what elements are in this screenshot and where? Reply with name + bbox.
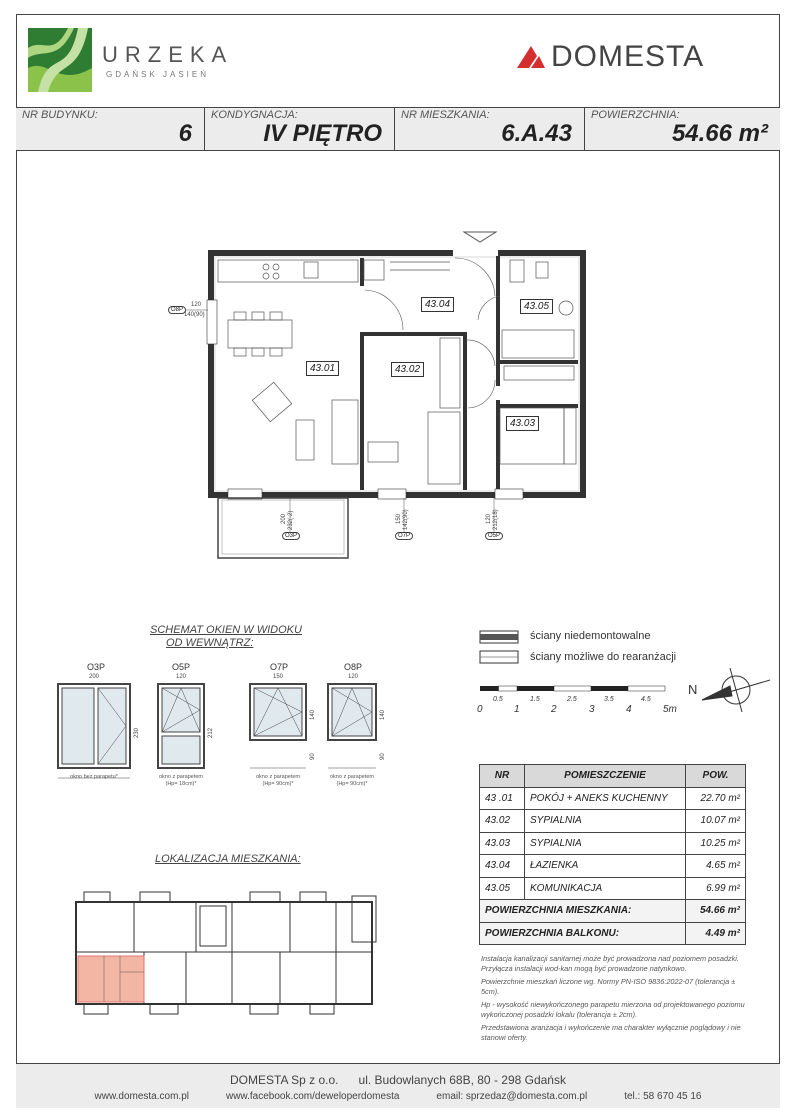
header-area: POW. <box>686 765 746 788</box>
footer-website-link[interactable]: www.domesta.com.pl <box>94 1091 189 1102</box>
o8p-dim-bottom: 140(90) <box>184 312 205 318</box>
row-name: SYPIALNIA <box>525 810 686 833</box>
schema-note-o8p: okno z parapetem (Hp= 90cm)* <box>329 774 375 787</box>
schema-code-o7p: O7P <box>270 662 289 672</box>
developer-name: DOMESTA <box>551 40 705 73</box>
schema-note-o7p: okno z parapetem (Hp= 90cm)* <box>255 774 301 787</box>
schema-note-o3p: okno bez parapetu* <box>70 774 118 780</box>
scale-2-5: 2.5 <box>567 696 577 703</box>
scale-1-5: 1.5 <box>530 696 540 703</box>
scale-3: 3 <box>589 704 595 715</box>
schema-title-line1: SCHEMAT OKIEN W WIDOKU <box>150 624 302 636</box>
table-row <box>480 810 746 833</box>
schema-width-o8p: 120 <box>348 674 359 680</box>
schema-sill-o8p: 90 <box>380 753 386 760</box>
area-label: POWIERZCHNIA: <box>591 109 680 121</box>
highlighted-apartment <box>78 956 144 1002</box>
schema-code-o8p: O8P <box>344 662 363 672</box>
table-row <box>480 787 746 810</box>
footer-address-line <box>16 1073 780 1087</box>
row-nr: 43 .01 <box>480 787 525 810</box>
table-row <box>480 832 746 855</box>
row-nr: 43.03 <box>480 832 525 855</box>
area-value: 54.66 m² <box>671 120 768 147</box>
scale-4-5: 4.5 <box>641 696 651 703</box>
table-row <box>480 855 746 878</box>
scale-3-5: 3.5 <box>604 696 614 703</box>
total-area-row <box>480 900 746 923</box>
scale-0: 0 <box>477 704 483 715</box>
window-tag-o7p: O7P <box>395 532 413 540</box>
table-header <box>480 765 746 788</box>
row-nr: 43.04 <box>480 855 525 878</box>
footer-phone[interactable]: tel.: 58 670 45 16 <box>624 1091 702 1102</box>
balcony-area-row <box>480 922 746 945</box>
balcony-area-value: 4.49 m² <box>686 922 746 945</box>
location-title: LOKALIZACJA MIESZKANIA: <box>155 853 301 865</box>
window-tag-o3p: O3P <box>282 532 300 540</box>
row-name: KOMUNIKACJA <box>525 877 686 900</box>
floor-label: KONDYGNACJA: <box>211 109 298 121</box>
total-area-label: POWIERZCHNIA MIESZKANIA: <box>480 900 686 923</box>
scale-0-5: 0.5 <box>493 696 503 703</box>
row-name: POKÓJ + ANEKS KUCHENNY <box>525 787 686 810</box>
schema-width-o7p: 150 <box>273 674 284 680</box>
notes <box>481 954 749 1046</box>
building-label: NR BUDYNKU: <box>22 109 98 121</box>
scale-1: 1 <box>514 704 520 715</box>
note-norm: Powierzchnie mieszkań liczone wg. Normy PN-ISO 9836:2022-07 (tolerancja ± 5cm). <box>481 977 736 996</box>
schema-height-o7p: 140 <box>310 709 316 720</box>
row-area: 10.25 m² <box>686 832 746 855</box>
schema-code-o3p: O3P <box>87 662 106 672</box>
window-tag-o5p: O5P <box>485 532 503 540</box>
footer-contact-line <box>16 1091 780 1102</box>
footer-email-link[interactable]: email: sprzedaz@domesta.com.pl <box>436 1091 588 1102</box>
schema-height-o5p: 212 <box>208 727 214 738</box>
row-area: 4.65 m² <box>686 855 746 878</box>
balcony-area-label: POWIERZCHNIA BALKONU: <box>480 922 686 945</box>
schema-code-o5p: O5P <box>172 662 191 672</box>
row-area: 10.07 m² <box>686 810 746 833</box>
scale-4: 4 <box>626 704 632 715</box>
room-label-4302: 43.02 <box>391 362 424 377</box>
o3p-dim-a: 200 <box>281 513 287 524</box>
note-plumbing: Instalacja kanalizacji sanitarnej może być prowadzona nad poziomem posadzki. Przyłącza instalacji wod-kan mogą być prowadzone natynkowo. <box>481 954 739 973</box>
schema-sill-o7p: 90 <box>310 753 316 760</box>
row-nr: 43.02 <box>480 810 525 833</box>
note-sill: Hp - wysokość niewykończonego parapetu mierzona od projektowanego poziomu wykończonej posadzki lokalu (tolerancja ± 2cm). <box>481 1000 745 1019</box>
room-label-4303: 43.03 <box>506 416 539 431</box>
footer-company: DOMESTA Sp z o.o. <box>230 1073 339 1087</box>
window-tag-o8p: O8P <box>168 306 186 314</box>
room-label-4301: 43.01 <box>306 361 339 376</box>
o5p-dim-b: 212(18) <box>493 509 499 530</box>
header-room: POMIESZCZENIE <box>525 765 686 788</box>
o7p-dim-b: 142(90) <box>403 509 409 530</box>
o8p-dim-top: 120 <box>191 302 202 308</box>
room-label-4305: 43.05 <box>520 299 553 314</box>
row-area: 22.70 m² <box>686 787 746 810</box>
legend-fixed-walls: ściany niedemontowalne <box>530 630 651 642</box>
total-area-value: 54.66 m² <box>686 900 746 923</box>
row-name: ŁAZIENKA <box>525 855 686 878</box>
note-disclaimer: Przedstawiona aranżacja i wykończenie ma charakter wyłącznie poglądowy i nie stanowi oferty. <box>481 1023 741 1042</box>
footer <box>16 1063 780 1108</box>
rooms-table <box>479 764 746 945</box>
table-row <box>480 877 746 900</box>
row-nr: 43.05 <box>480 877 525 900</box>
north-label: N <box>688 682 698 697</box>
schema-title-line2: OD WEWNĄTRZ: <box>166 637 254 649</box>
header-nr: NR <box>480 765 525 788</box>
brand-name: URZEKA <box>102 42 234 67</box>
footer-facebook-link[interactable]: www.facebook.com/deweloperdomesta <box>225 1091 400 1102</box>
o5p-dim-a: 120 <box>486 513 492 524</box>
schema-height-o8p: 140 <box>380 709 386 720</box>
row-area: 6.99 m² <box>686 877 746 900</box>
floor-value: IV PIĘTRO <box>263 120 382 147</box>
scale-5m: 5m <box>663 704 677 715</box>
schema-width-o5p: 120 <box>176 674 187 680</box>
brand-subtitle: GDAŃSK JASIEŃ <box>106 70 210 79</box>
building-value: 6 <box>178 120 192 147</box>
schema-note-o5p: okno z parapetem (Hp= 18cm)* <box>158 774 204 787</box>
apartment-value: 6.A.43 <box>501 120 572 147</box>
o3p-dim-b: 232(-2) <box>288 510 294 530</box>
schema-height-o3p: 230 <box>134 727 140 738</box>
o7p-dim-a: 150 <box>396 513 402 524</box>
footer-address: ul. Budowlanych 68B, 80 - 298 Gdańsk <box>358 1073 566 1087</box>
row-name: SYPIALNIA <box>525 832 686 855</box>
room-label-4304: 43.04 <box>421 297 454 312</box>
apartment-label: NR MIESZKANIA: <box>401 109 490 121</box>
scale-2: 2 <box>551 704 557 715</box>
legend-movable-walls: ściany możliwe do rearanżacji <box>530 651 677 663</box>
schema-width-o3p: 200 <box>89 674 100 680</box>
